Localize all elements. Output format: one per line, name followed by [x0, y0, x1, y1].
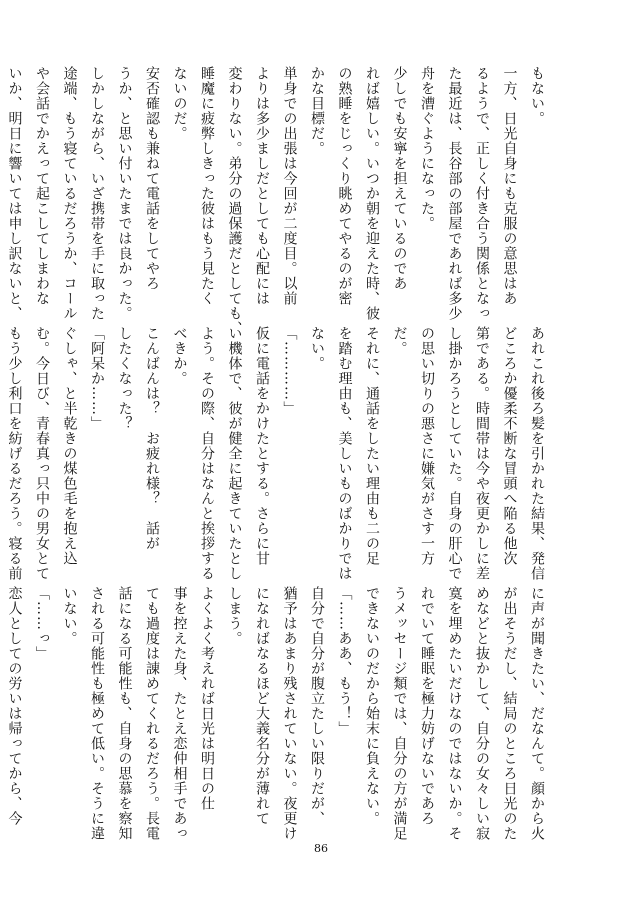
text-column: になればなるほど大義名分が薄れて	[254, 586, 270, 826]
text-column: れでいて睡眠を極力妨げないであろ	[419, 586, 435, 826]
text-column: れば嬉しい。いつか朝を迎えた時、彼	[364, 66, 380, 321]
text-column: 猶予はあまり残されていない。夜更け	[281, 586, 298, 841]
text-column: いない。	[61, 586, 78, 646]
text-column: 睡魔に疲弊しきった彼はもう見たく	[199, 66, 215, 306]
text-column: しまう。	[226, 586, 243, 646]
text-column: の思い切りの悪さに嫌気がさす一方	[419, 326, 435, 566]
text-column: が出そうだし、結局のところ日光のた	[501, 586, 518, 841]
page-number: 86	[314, 842, 328, 855]
text-column: ぐしゃ、と半乾きの煤色毛を抱え込	[61, 326, 78, 566]
text-column: いか、明日に響いては申し訳ないと、	[6, 66, 23, 321]
text-column: に声が聞きたい、だなんて。顔から火	[529, 586, 545, 841]
text-column: ないのだ。	[171, 66, 188, 141]
upper-text-block	[6, 66, 550, 336]
text-column: される可能性も極めて低い。そうに違	[89, 586, 105, 841]
text-column: もない。	[529, 66, 545, 126]
text-column: む。今日び、青春真っ只中の男女とて	[34, 326, 50, 581]
text-column: 途端、もう寝ているだろうか、コール	[61, 66, 78, 321]
text-column: できないのだから始末に負えない。	[364, 586, 380, 826]
text-column: もう少し利口を紡げるだろう。寝る前	[6, 326, 23, 581]
text-column: を踏む理由も、美しいものばかりでは	[336, 326, 353, 581]
text-column: 「……ああ、もう！」	[336, 586, 353, 736]
text-column: めなどと抜かして、自分の女々しい寂	[474, 586, 490, 841]
text-column: 恋人としての労いは帰ってから、今	[6, 586, 23, 826]
text-column: うメッセージ類では、自分の方が満足	[391, 586, 408, 841]
text-column: 「阿呆か……」	[89, 326, 105, 431]
text-column: 単身での出張は今回が二度目。以前	[281, 66, 298, 306]
text-column: 変わりない。弟分の過保護だとしても、	[226, 66, 243, 336]
text-column: よう。その際、自分はなんと挨拶する	[199, 326, 215, 581]
text-column: 安否確認も兼ねて電話をしてやろ	[144, 66, 160, 291]
text-column: あれこれ後ろ髪を引かれた結果、発信	[529, 326, 545, 581]
text-column: し掛かろうとしていた。自身の肝心で	[446, 326, 463, 581]
text-column: 「…………」	[281, 326, 298, 416]
text-column: 第である。時間帯は今や夜更かしに差	[474, 326, 490, 581]
text-column: るようで、正しく付き合う関係となっ	[474, 66, 490, 321]
lower-text-block	[6, 586, 550, 841]
text-column: だ。	[391, 326, 408, 356]
text-column: 少しでも安寧を担えているのであ	[391, 66, 408, 291]
text-column: よくよく考えれば日光は明日の仕	[199, 586, 215, 811]
text-column: 自分で自分が腹立たしい限りだが、	[309, 586, 325, 826]
text-column: かな目標だ。	[309, 66, 325, 156]
middle-text-block	[6, 326, 550, 581]
text-column: 一方、日光自身にも克服の意思はあ	[501, 66, 518, 306]
text-column: 仮に電話をかけたとする。さらに甘	[254, 326, 270, 566]
text-column: 「……っ」	[34, 586, 50, 661]
text-column: の熟睡をじっくり眺めてやるのが密	[336, 66, 353, 306]
text-column: 寞を埋めたいだけなのではないか。そ	[446, 586, 463, 841]
text-column: 話になる可能性も、自身の思慕を察知	[116, 586, 133, 841]
text-column: べきか。	[171, 326, 188, 386]
text-column: や会話でかえって起こしてしまわな	[34, 66, 50, 306]
text-column: うか、と思い付いたまでは良かった。	[116, 66, 133, 321]
text-column: 事を控えた身、たとえ恋仲相手であっ	[171, 586, 188, 841]
text-column: よりは多少ましだとしても心配には	[254, 66, 270, 306]
text-column: こんばんは？ お疲れ様？ 話が	[144, 326, 160, 551]
text-column: どころか優柔不断な冒頭へ陥る他次	[501, 326, 518, 566]
text-column: それに、通話をしたい理由も二の足	[364, 326, 380, 566]
text-column: い機体で、彼が健全に起きていたとし	[226, 326, 243, 581]
text-column: したくなった？	[116, 326, 133, 431]
text-column: ない。	[309, 326, 325, 371]
text-column: 舟を漕ぐようになった。	[419, 66, 435, 231]
text-column: た最近は、長谷部の部屋であれば多少	[446, 66, 463, 321]
text-column: しかしながら、いざ携帯を手に取った	[89, 66, 105, 321]
text-column: ても過度は諌めてくれるだろう。長電	[144, 586, 160, 841]
